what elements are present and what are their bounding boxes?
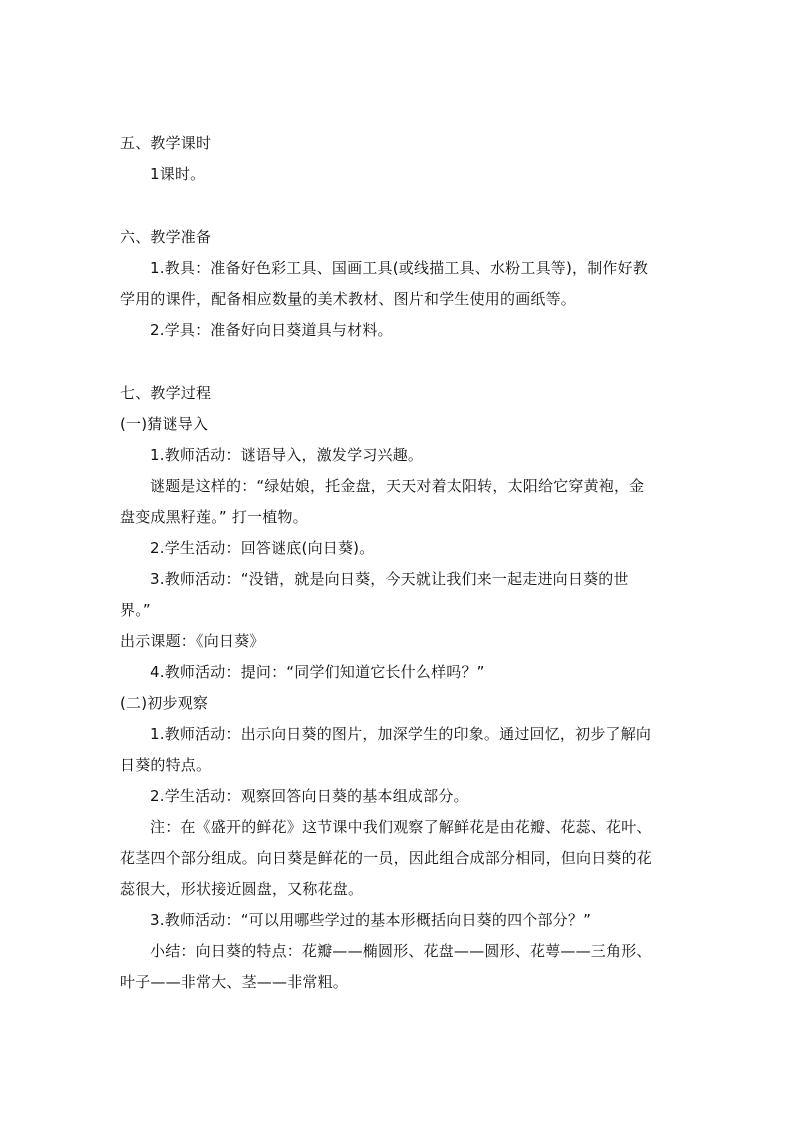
paragraph-line: 1课时。 (150, 165, 206, 183)
paragraph-line: 日葵的特点。 (120, 756, 212, 774)
paragraph-line: 2.学具：准备好向日葵道具与材料。 (150, 321, 393, 339)
paragraph-line: 叶子——非常大、茎——非常粗。 (120, 973, 349, 991)
paragraph-line: 蕊很大，形状接近圆盘，又称花盘。 (120, 880, 364, 898)
paragraph-line: 学用的课件，配备相应数量的美术教材、图片和学生使用的画纸等。 (120, 290, 577, 308)
paragraph-line: 出示课题：《向日葵》 (120, 632, 265, 650)
paragraph-line: 界。” (120, 601, 151, 619)
paragraph-line: 3.教师活动：“可以用哪些学过的基本形概括向日葵的四个部分？” (150, 911, 592, 929)
paragraph-line: 1.教师活动：出示向日葵的图片，加深学生的印象。通过回忆，初步了解向 (150, 725, 652, 743)
section-heading-7: 七、教学过程 (120, 384, 212, 402)
section-heading-5: 五、教学课时 (120, 134, 212, 152)
paragraph-line: 3.教师活动：“没错，就是向日葵，今天就让我们来一起走进向日葵的世 (150, 570, 629, 588)
subsection-heading-2: (二)初步观察 (120, 694, 209, 712)
paragraph-line: 2.学生活动：观察回答向日葵的基本组成部分。 (150, 787, 469, 805)
paragraph-line: 1.教具：准备好色彩工具、国画工具(或线描工具、水粉工具等)，制作好教 (150, 259, 649, 277)
subsection-heading-1: (一)猜谜导入 (120, 415, 209, 433)
paragraph-line: 谜题是这样的：“绿姑娘，托金盘，天天对着太阳转，太阳给它穿黄袍，金 (150, 477, 645, 495)
paragraph-line: 4.教师活动：提问：“同学们知道它长什么样吗？” (150, 663, 485, 681)
paragraph-line: 盘变成黑籽莲。” 打一植物。 (120, 508, 308, 526)
paragraph-line: 注：在《盛开的鲜花》这节课中我们观察了解鲜花是由花瓣、花蕊、花叶、 (150, 818, 652, 836)
paragraph-line: 2.学生活动：回答谜底(向日葵)。 (150, 539, 375, 557)
paragraph-line: 小结：向日葵的特点：花瓣——椭圆形、花盘——圆形、花萼——三角形、 (150, 942, 652, 960)
section-heading-6: 六、教学准备 (120, 228, 212, 246)
paragraph-line: 1.教师活动：谜语导入，激发学习兴趣。 (150, 446, 424, 464)
paragraph-line: 花茎四个部分组成。向日葵是鲜花的一员，因此组合成部分相同，但向日葵的花 (120, 849, 653, 867)
